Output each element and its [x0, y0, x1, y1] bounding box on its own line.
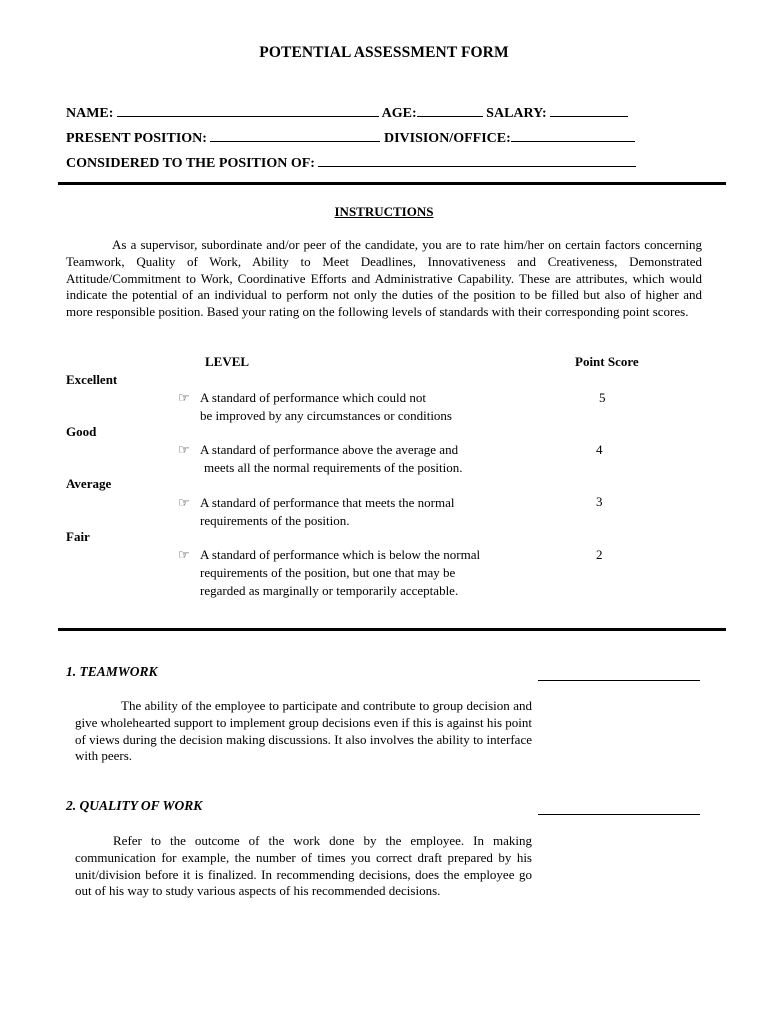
pointing-hand-icon: ☞: [178, 390, 190, 405]
section-divider: [58, 182, 726, 185]
criterion-desc-teamwork: The ability of the employee to participate and contribute to group decision and give wholehearted support to implement group decisions even if this is against his point of views during the decision making discussions. It also involves the ability to interface with peers.: [75, 698, 532, 764]
level-desc-line: be improved by any circumstances or conditions: [200, 408, 452, 423]
form-title: POTENTIAL ASSESSMENT FORM: [259, 44, 509, 61]
division-office-field[interactable]: [511, 129, 635, 142]
considered-position-row: [66, 154, 636, 172]
criterion-desc-quality-of-work: Refer to the outcome of the work done by the employee. In making communication for example, the number of times you correct draft prepared by his unit/division before it is finalized. In recommending decisions, does the employee go out of his way to study various aspects of his recommended decisions.: [75, 833, 532, 899]
criterion-title-quality-of-work: 2. QUALITY OF WORK: [66, 798, 203, 813]
pointing-hand-icon: ☞: [178, 495, 190, 510]
present-position-field[interactable]: [210, 129, 380, 142]
level-desc-line: A standard of performance above the average and: [200, 442, 459, 457]
level-name-average: Average: [66, 476, 112, 491]
level-desc-line: requirements of the position.: [200, 513, 350, 528]
level-desc-fair: [178, 546, 480, 600]
present-position-label: PRESENT POSITION:: [66, 131, 207, 146]
level-desc-good: [178, 441, 463, 477]
salary-field[interactable]: [550, 104, 628, 117]
level-desc-line: meets all the normal requirements of the position.: [204, 460, 463, 475]
pointing-hand-icon: ☞: [178, 547, 190, 562]
score-excellent: 5: [599, 390, 606, 405]
age-label: AGE:: [381, 106, 417, 121]
level-name-excellent: Excellent: [66, 372, 118, 387]
score-average: 3: [596, 494, 603, 509]
salary-label: SALARY:: [486, 106, 547, 121]
level-desc-line: A standard of performance which is below the normal: [200, 547, 481, 562]
division-office-label: DIVISION/OFFICE:: [383, 131, 511, 146]
pointing-hand-icon: ☞: [178, 442, 190, 457]
level-name-fair: Fair: [66, 529, 90, 544]
section-divider: [58, 628, 726, 631]
level-desc-average: [178, 494, 455, 530]
considered-position-label: CONSIDERED TO THE POSITION OF:: [66, 156, 315, 171]
age-field[interactable]: [417, 104, 483, 117]
name-age-salary-row: [66, 104, 628, 122]
name-label: NAME:: [66, 106, 114, 121]
level-desc-line: A standard of performance which could not: [200, 390, 426, 405]
level-desc-line: regarded as marginally or temporarily acceptable.: [200, 583, 459, 598]
position-division-row: [66, 129, 635, 147]
score-fair: 2: [596, 547, 603, 562]
level-name-good: Good: [66, 424, 97, 439]
teamwork-rating-field[interactable]: [538, 679, 700, 681]
name-field[interactable]: [117, 104, 379, 117]
level-desc-line: requirements of the position, but one that may be: [200, 565, 456, 580]
instructions-heading: [0, 204, 768, 220]
instructions-paragraph: As a supervisor, subordinate and/or peer of the candidate, you are to rate him/her on certain factors concerning Teamwork, Quality of Work, Ability to Meet Deadlines, Innovativeness and Creativeness, Demonstrated Attitude/Commitment to Work, Coordinative Efforts and Administrative Capability. These are attributes, which would indicate the potential of an individual to perform not only the duties of the position to be filled but also of higher and more responsible position. Based your rating on the following levels of standards with their corresponding point scores.: [66, 237, 702, 320]
score-good: 4: [596, 442, 603, 457]
level-column-header: LEVEL: [205, 354, 250, 369]
instructions-heading-text: INSTRUCTIONS: [334, 204, 434, 219]
considered-position-field[interactable]: [318, 154, 636, 167]
point-score-column-header: Point Score: [575, 354, 639, 369]
quality-of-work-rating-field[interactable]: [538, 813, 700, 815]
level-desc-line: A standard of performance that meets the normal: [200, 495, 455, 510]
criterion-title-teamwork: 1. TEAMWORK: [66, 664, 158, 679]
level-desc-excellent: [178, 389, 452, 425]
